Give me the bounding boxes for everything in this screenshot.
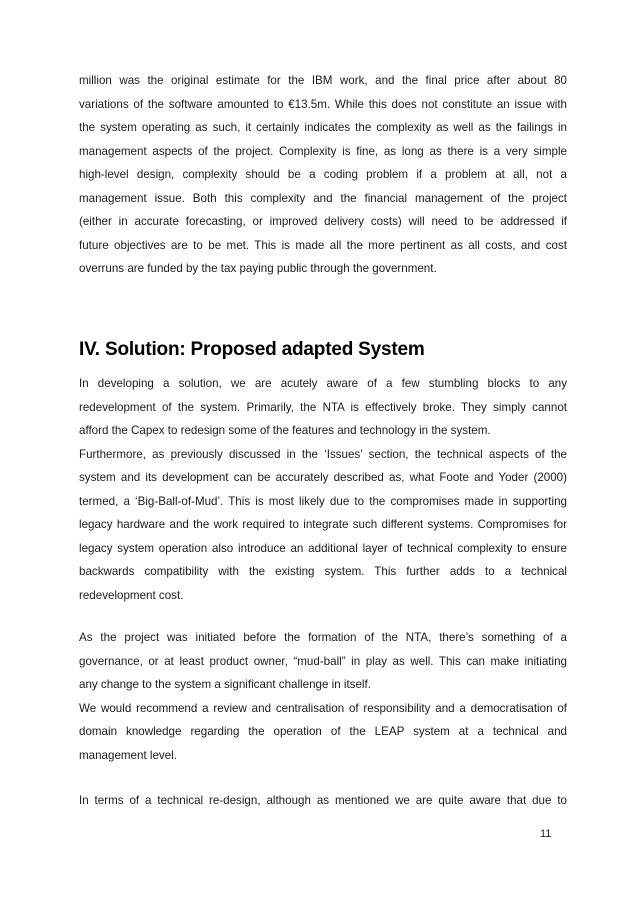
text-line: variations of the software amounted to €13.5m. While this does not constitute an issue with [79, 97, 567, 111]
text-line: future objectives are to be met. This is made all the more pertinent as all costs, and cost [79, 238, 567, 252]
text-line: management level. [79, 748, 177, 762]
text-line: management issue. Both this complexity and the financial management of the project [79, 191, 567, 205]
text-line: backwards compatibility with the existing system. This further adds to a technical [79, 565, 567, 578]
text-line: termed, a ‘Big-Ball-of-Mud’. This is most likely due to the compromises made in supporting [79, 494, 567, 508]
paragraph-technical-redesign [79, 789, 567, 813]
section-heading: IV. Solution: Proposed adapted System [79, 339, 425, 360]
text-line: (either in accurate forecasting, or improved delivery costs) will need to be addressed if [79, 215, 567, 228]
text-line: management aspects of the project. Complexity is fine, as long as there is a very simple [79, 144, 567, 158]
paragraph-governance [79, 626, 567, 767]
page-number: 11 [540, 828, 552, 840]
text-line: redevelopment of the system. Primarily, the NTA is effectively broke. They simply cannot [79, 400, 567, 414]
text-line: We would recommend a review and centralisation of responsibility and a democratisation of [79, 701, 567, 715]
text-line: governance, or at least product owner, “mud-ball” in play as well. This can make initiating [79, 654, 567, 668]
paragraph-cost-overview [79, 69, 567, 281]
text-line: domain knowledge regarding the operation of the LEAP system at a technical and [79, 725, 567, 738]
text-line: system and its development can be accurately described as, what Foote and Yoder (2000) [79, 471, 567, 484]
text-line: In terms of a technical re-design, although as mentioned we are quite aware that due to [79, 794, 567, 807]
text-line: legacy system operation also introduce an additional layer of technical complexity to ensure [79, 541, 567, 555]
text-line: In developing a solution, we are acutely aware of a few stumbling blocks to any [79, 377, 567, 390]
text-line: high-level design, complexity should be a coding problem if a problem at all, not a [79, 168, 567, 181]
text-line: redevelopment cost. [79, 588, 184, 602]
text-line: legacy hardware and the work required to integrate such different systems. Compromises for [79, 518, 567, 531]
text-line: overruns are funded by the tax paying public through the government. [79, 262, 437, 275]
text-line: As the project was initiated before the formation of the NTA, there’s something of a [79, 631, 567, 644]
text-line: the system operating as such, it certainly indicates the complexity as well as the failings in [79, 121, 567, 134]
text-line: afford the Capex to redesign some of the features and technology in the system. [79, 424, 491, 437]
text-line: million was the original estimate for the IBM work, and the final price after about 80 [79, 74, 567, 87]
text-line: any change to the system a significant challenge in itself. [79, 678, 371, 691]
paragraph-solution-intro [79, 372, 567, 607]
text-line: Furthermore, as previously discussed in the ‘Issues’ section, the technical aspects of the [79, 447, 567, 461]
